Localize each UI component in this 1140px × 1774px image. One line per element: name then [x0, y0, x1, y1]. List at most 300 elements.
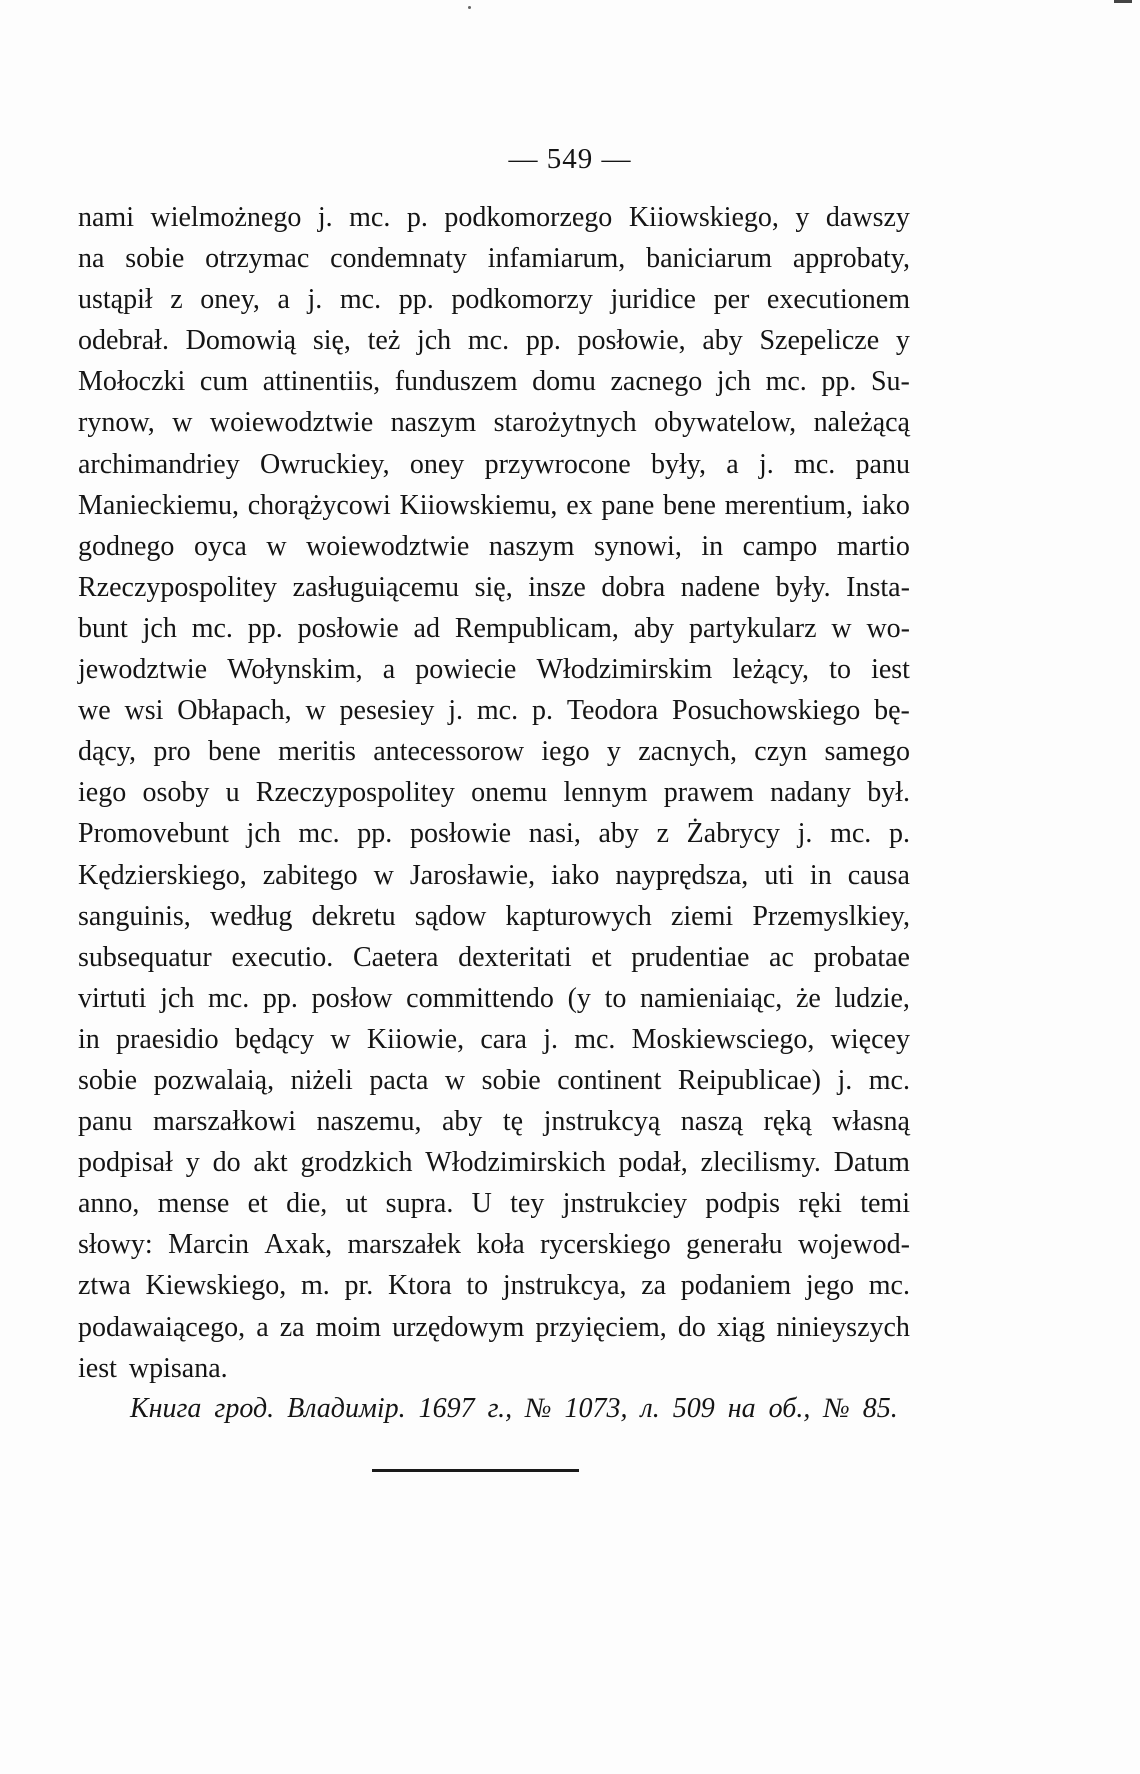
word: wsi	[124, 695, 164, 727]
word: Jarosławie,	[409, 859, 536, 891]
word: xiąg	[716, 1311, 766, 1343]
word: pp.	[262, 982, 298, 1014]
text-line	[78, 731, 910, 772]
word: pane	[601, 489, 655, 521]
word: aby	[441, 1106, 483, 1138]
word: executio.	[231, 941, 334, 973]
text-line	[78, 937, 910, 978]
word: iako	[861, 489, 910, 521]
word: Insta-	[846, 571, 910, 603]
word: Szepelicze	[759, 325, 880, 357]
word: juridice	[610, 284, 696, 316]
word: ztwa	[78, 1270, 131, 1302]
word: nayprędsza,	[615, 859, 749, 891]
word: jch	[160, 982, 195, 1014]
body-text	[78, 197, 910, 1389]
text-line	[78, 1101, 910, 1142]
text-line	[78, 279, 910, 320]
word: antecessorow	[373, 736, 525, 768]
word: tę	[502, 1106, 524, 1138]
word: nasi,	[528, 818, 581, 850]
page-number: — 549 —	[508, 143, 632, 175]
word: namieniaiąc,	[640, 982, 783, 1014]
word: podaniem	[680, 1270, 792, 1302]
word: prawem	[663, 777, 754, 809]
word: ustąpił	[78, 284, 153, 316]
text-line	[78, 690, 910, 731]
word: też	[367, 325, 401, 357]
word: mc.	[349, 202, 391, 233]
word: panu	[78, 1106, 133, 1138]
word: naszym	[390, 407, 477, 439]
word: Włodzimirskim	[536, 654, 713, 686]
word: Kędzierskiego,	[78, 859, 247, 891]
word: dekretu	[311, 900, 396, 932]
word: obywatelow,	[654, 407, 797, 439]
word: za	[641, 1270, 667, 1302]
word: mc.	[868, 1270, 910, 1302]
word: mense	[157, 1188, 230, 1220]
word: Promovebunt	[78, 818, 229, 850]
word: podawaiącego,	[78, 1311, 246, 1343]
word: nadene	[680, 571, 761, 603]
text-line	[78, 485, 910, 526]
word: Rempublicam,	[454, 612, 619, 644]
word: aby	[702, 325, 743, 357]
text-line	[78, 526, 910, 567]
word: moim	[315, 1311, 382, 1343]
word: dobra	[601, 571, 666, 603]
word: marszałek	[347, 1229, 462, 1261]
word: Włodzimirskich	[425, 1147, 606, 1179]
word: dexteritati	[458, 941, 572, 973]
word: otrzymac	[205, 243, 310, 275]
word: causa	[847, 859, 910, 891]
word: j.	[307, 284, 323, 316]
word: approbaty,	[792, 243, 910, 275]
word: jch	[716, 366, 752, 398]
word: cum	[199, 366, 249, 398]
text-line	[78, 1142, 910, 1183]
word: bene	[208, 736, 261, 768]
word: posłow	[311, 982, 393, 1014]
text-line	[78, 361, 910, 402]
word: praesidio	[116, 1023, 219, 1055]
text-line	[78, 813, 910, 854]
word: chorążycowi	[247, 489, 391, 521]
word: mc.	[476, 695, 519, 727]
word: przyięciem,	[535, 1311, 667, 1343]
text-line	[78, 567, 910, 608]
word: wo-	[866, 612, 910, 644]
word: słowy:	[78, 1229, 153, 1261]
word: pp.	[247, 612, 283, 644]
word: się,	[312, 325, 351, 357]
word: iego	[541, 736, 590, 768]
word: pacta	[369, 1064, 429, 1096]
word: niżeli	[290, 1064, 353, 1096]
word: Kiiowskiego,	[628, 202, 779, 233]
word: mc.	[765, 366, 807, 398]
word: pr.	[344, 1270, 374, 1302]
text-line	[78, 1265, 910, 1306]
word: dący,	[78, 736, 137, 768]
word: bunt	[78, 612, 128, 644]
word: był.	[867, 777, 910, 809]
word: ludzie,	[834, 982, 910, 1014]
word: mc.	[191, 612, 233, 644]
word: więcey	[830, 1023, 910, 1055]
word: zabitego	[262, 859, 358, 891]
word: za	[279, 1311, 305, 1343]
word: insze	[528, 571, 586, 603]
word: w	[444, 1064, 466, 1096]
word: akt	[253, 1147, 288, 1179]
word: mc.	[868, 1064, 910, 1096]
word: martio	[836, 530, 910, 562]
word: ręką	[763, 1106, 812, 1138]
word: oney,	[200, 284, 260, 316]
text-line	[78, 978, 910, 1019]
word: supra.	[385, 1188, 454, 1220]
word: leżący,	[732, 654, 810, 686]
word: j.	[543, 1023, 558, 1055]
word: lennym	[563, 777, 648, 809]
word: mc.	[208, 982, 250, 1014]
word: samego	[824, 736, 910, 768]
word: anno,	[78, 1188, 140, 1220]
text-line	[78, 1019, 910, 1060]
text-line	[78, 1307, 910, 1348]
text-line	[78, 649, 910, 690]
word: były.	[775, 571, 831, 603]
word: ac	[769, 941, 794, 973]
word: p.	[531, 695, 553, 727]
word: u	[225, 777, 240, 809]
word: archimandriey	[78, 448, 240, 480]
word: iego	[78, 777, 127, 809]
word: koła	[476, 1229, 525, 1261]
word: urzędowym	[392, 1311, 525, 1343]
word: Wołynskim,	[227, 654, 363, 686]
word: z	[170, 284, 183, 316]
word: Manieckiemu,	[78, 489, 239, 521]
word: jewodztwie	[78, 654, 208, 686]
text-line	[78, 320, 910, 361]
word: y	[185, 1147, 200, 1179]
word: oyca	[193, 530, 247, 562]
word: generału	[686, 1229, 783, 1261]
word: w	[305, 695, 326, 727]
word: committendo	[406, 982, 554, 1014]
word: Reipublicae)	[677, 1064, 821, 1096]
word: nadany	[770, 777, 851, 809]
word: cara	[480, 1023, 527, 1055]
word: Su-	[870, 366, 910, 398]
word: a	[726, 448, 739, 480]
word: aby	[633, 612, 675, 644]
word: j.	[758, 448, 774, 480]
word: Obłapach,	[177, 695, 292, 727]
word: godnego	[78, 530, 175, 562]
word: pp.	[525, 325, 561, 357]
word: j.	[837, 1064, 853, 1096]
source-reference: Книга грод. Владимір. 1697 г., № 1073, л. 509 на об., № 85.	[130, 1393, 898, 1424]
word: Caetera	[352, 941, 439, 973]
word: wielmożnego	[150, 202, 302, 233]
word: sanguinis,	[78, 900, 191, 932]
word: to	[604, 982, 627, 1014]
text-line	[78, 238, 910, 279]
word: posłowie	[409, 818, 512, 850]
word: ex	[566, 489, 593, 521]
text-line	[78, 402, 910, 443]
word: zasługuiącemu	[292, 571, 460, 603]
word: y	[795, 202, 810, 233]
word: Ktora	[387, 1270, 452, 1302]
word: jego	[805, 1270, 855, 1302]
word: sobie	[481, 1064, 541, 1096]
text-line	[78, 855, 910, 896]
word: pp.	[357, 818, 393, 850]
word: rycerskiego	[540, 1229, 671, 1261]
word: a	[382, 654, 396, 686]
word: campo	[742, 530, 818, 562]
word: Rzeczypospolitey	[78, 571, 278, 603]
word: naszym	[488, 530, 575, 562]
word: czyn	[754, 736, 808, 768]
word: meritis	[278, 736, 356, 768]
word: continent	[557, 1064, 662, 1096]
word: ninieyszych	[776, 1311, 910, 1343]
word: dawszy	[825, 202, 910, 233]
word: in	[701, 530, 724, 562]
word: Moskiewsciego,	[631, 1023, 815, 1055]
word: Żabrycy	[686, 818, 780, 850]
word: jnstrukcya,	[502, 1270, 627, 1302]
word: baniciarum	[646, 243, 773, 275]
word: Teodora	[566, 695, 659, 727]
word: naszemu,	[316, 1106, 422, 1138]
word: attinentiis,	[262, 366, 381, 398]
scan-speck	[468, 6, 471, 9]
word: jch	[246, 818, 281, 850]
word: condemnaty	[330, 243, 467, 275]
word: w	[266, 530, 287, 562]
word: bene	[663, 489, 716, 521]
word: (y	[567, 982, 591, 1014]
word: sobie	[125, 243, 185, 275]
word: zacnego	[610, 366, 703, 398]
word: Kiewskiego,	[145, 1270, 287, 1302]
word: osoby	[142, 777, 210, 809]
word: do	[677, 1311, 706, 1343]
word: pp.	[821, 366, 857, 398]
word: podał,	[618, 1147, 688, 1179]
word: w	[373, 859, 394, 891]
word: się,	[474, 571, 513, 603]
word: Rzeczypospolitey	[255, 777, 455, 809]
word: Axak,	[264, 1229, 333, 1261]
word: przywrocone	[484, 448, 631, 480]
word: mc.	[298, 818, 340, 850]
word: virtuti	[78, 982, 147, 1014]
word: tey	[510, 1188, 545, 1220]
word: mc.	[467, 325, 510, 357]
word: pro	[153, 736, 191, 768]
word: własną	[832, 1106, 910, 1138]
word: onemu	[471, 777, 548, 809]
word: wojewod-	[797, 1229, 910, 1261]
word: p.	[406, 202, 428, 233]
word: y	[606, 736, 621, 768]
word: die,	[286, 1188, 328, 1220]
word: merentium,	[724, 489, 853, 521]
word: nami	[78, 202, 134, 233]
word: Domowią	[185, 325, 297, 357]
end-rule	[372, 1469, 579, 1472]
word: et	[247, 1188, 268, 1220]
word: w	[172, 407, 193, 439]
word: sobie	[78, 1064, 138, 1096]
word: sądow	[414, 900, 487, 932]
word: Kiiowie,	[366, 1023, 465, 1055]
word: z	[656, 818, 670, 850]
word: wpisana.	[128, 1352, 228, 1384]
word: probatae	[813, 941, 910, 973]
word: aby	[598, 818, 639, 850]
word: synowi,	[593, 530, 682, 562]
word: w	[831, 612, 852, 644]
word: woiewodztwie	[209, 407, 374, 439]
word: że	[795, 982, 821, 1014]
word: Posuchowskiego	[672, 695, 861, 727]
word: j.	[317, 202, 333, 233]
word: iest	[871, 654, 910, 686]
word: Kiiowskiemu,	[399, 489, 558, 521]
word: in	[78, 1023, 100, 1055]
word: panu	[855, 448, 910, 480]
word: temi	[860, 1188, 910, 1220]
word: mc.	[574, 1023, 616, 1055]
word: mc.	[830, 818, 872, 850]
word: oney	[409, 448, 465, 480]
word: marszałkowi	[152, 1106, 296, 1138]
word: jnstrukciey	[562, 1188, 688, 1220]
word: według	[209, 900, 293, 932]
word: jch	[142, 612, 177, 644]
scan-corner-mark	[1114, 0, 1132, 3]
word: starożytnych	[493, 407, 637, 439]
text-line	[78, 1183, 910, 1224]
word: partykularz	[689, 612, 817, 644]
word: mc.	[794, 448, 836, 480]
word: kapturowych	[505, 900, 652, 932]
word: a	[277, 284, 290, 316]
word: zlecilismy.	[700, 1147, 821, 1179]
word: et	[591, 941, 612, 973]
word: zacnych,	[638, 736, 737, 768]
word: in	[809, 859, 832, 891]
word: pesesiey	[339, 695, 435, 727]
word: subsequatur	[78, 941, 212, 973]
word: iest	[78, 1352, 117, 1384]
word: podkomorzy	[451, 284, 593, 316]
word: na	[78, 243, 105, 275]
word: a	[256, 1311, 269, 1343]
word: podpisał	[78, 1147, 173, 1179]
word: ręki	[798, 1188, 842, 1220]
word: powiecie	[415, 654, 517, 686]
word: ziemi	[670, 900, 734, 932]
word: per	[713, 284, 750, 316]
word: to	[829, 654, 851, 686]
word: U	[471, 1188, 492, 1220]
word: y	[895, 325, 910, 357]
word: odebrał.	[78, 325, 169, 357]
word: prudentiae	[631, 941, 750, 973]
word: pp.	[398, 284, 434, 316]
word: podpis	[705, 1188, 781, 1220]
text-line	[78, 896, 910, 937]
word: Datum	[833, 1147, 910, 1179]
word: j.	[797, 818, 813, 850]
word: executionem	[766, 284, 910, 316]
word: bę-	[874, 695, 910, 727]
text-line	[78, 1060, 910, 1101]
text-line	[78, 1348, 910, 1389]
word: posłowie	[297, 612, 399, 644]
word: Owruckiey,	[259, 448, 390, 480]
word: we	[78, 695, 111, 727]
word: należącą	[813, 407, 910, 439]
word: m.	[301, 1270, 330, 1302]
word: Marcin	[168, 1229, 249, 1261]
word: rynow,	[78, 407, 155, 439]
word: grodzkich	[300, 1147, 413, 1179]
text-line	[78, 444, 910, 485]
word: Mołoczki	[78, 366, 186, 398]
word: infamiarum,	[487, 243, 626, 275]
text-line	[78, 772, 910, 813]
word: uti	[764, 859, 794, 891]
word: były,	[651, 448, 706, 480]
word: p.	[888, 818, 910, 850]
word: ut	[345, 1188, 368, 1220]
word: domu	[532, 366, 596, 398]
word: pozwalaią,	[153, 1064, 275, 1096]
word: będący	[234, 1023, 315, 1055]
word: woiewodztwie	[306, 530, 470, 562]
word: funduszem	[394, 366, 518, 398]
word: Przemyslkiey,	[752, 900, 910, 932]
word: do	[212, 1147, 241, 1179]
word: ad	[413, 612, 440, 644]
text-line	[78, 608, 910, 649]
text-line	[78, 197, 910, 238]
word: jnstrukcyą	[543, 1106, 661, 1138]
word: to	[466, 1270, 489, 1302]
word: j.	[448, 695, 464, 727]
word: w	[330, 1023, 351, 1055]
word: iako	[551, 859, 600, 891]
text-line	[78, 1224, 910, 1265]
word: podkomorzego	[444, 202, 613, 233]
word: jch	[416, 325, 452, 357]
word: posłowie,	[577, 325, 686, 357]
word: mc.	[339, 284, 382, 316]
word: naszą	[680, 1106, 743, 1138]
